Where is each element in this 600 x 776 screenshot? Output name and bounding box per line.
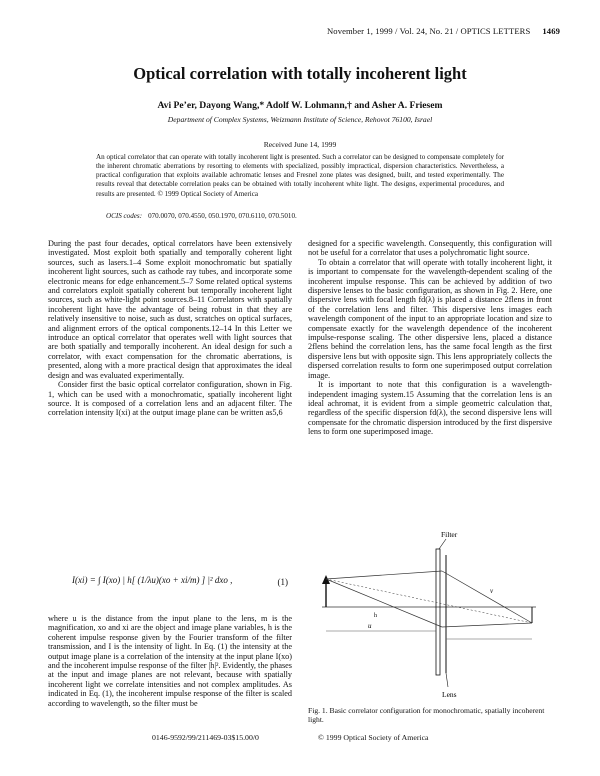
left-paragraph-2: Consider first the basic optical correlator configuration, shown in Fig. 1, which can be used with a monochromatic, spatially incoherent light source. It is composed of a correlation lens and an adjacent filter. The correlation intensity I(xi) at the output image plane can be written as5,6: [48, 380, 292, 418]
affiliation: Department of Complex Systems, Weizmann Institute of Science, Rehovot 76100, Israel: [167, 115, 433, 124]
article-code: 0146-9592/99/211469-03$15.00/0: [152, 733, 259, 742]
left-paragraph-1: During the past four decades, optical correlators have been extensively investigated. Most exploit both spatially and temporally coherent light sources, such as lasers.1–4 Some exploit monochromatic but spatially incoherent light sources, such as cathode ray tubes, and incorporate some electronic means for edge enhancement.5–7 Some related optical systems and correlators exploit spatially coherent but temporally incoherent light sources, such as white-light point sources.8–11 Correlators with spatially incoherent light have the advantage of being robust in that they are relatively insensitive to noise, such as dust, scratches on optical surfaces, and alignment errors of the optical components.12–14 In this Letter we introduce an optical correlator that operates well with light sources that are both spatially and temporally incoherent. An ideal design for such a correlator, with exact compensation for the chromatic aberrations, is presented, along with a more practical design that approximates the ideal design and was evaluated experimentally.: [48, 239, 292, 380]
figure-1-diagram: [308, 527, 568, 703]
u-label: u: [368, 622, 372, 630]
filter-leader: [439, 539, 446, 549]
right-paragraph-3: It is important to note that this configuration is a wavelength-independent imaging system.15 Assuming that the correlation lens is an ideal achromat, it is evident from a simple geometric calculation that, regardless of the specific dispersion fd(λ), the second dispersive lens will compensate for the chromatic dispersion introduced by the first dispersive lens to form one superimposed image.: [308, 380, 552, 437]
equation-1: [48, 569, 292, 599]
filter-element: [436, 549, 440, 675]
ray-bottom-out: [442, 623, 532, 627]
copyright-notice: © 1999 Optical Society of America: [318, 733, 429, 742]
ray-bottom-in: [326, 579, 442, 627]
lens-leader: [446, 673, 448, 687]
v-label: v: [490, 587, 494, 595]
equation-1-number: (1): [277, 577, 288, 587]
right-paragraph-1: designed for a specific wavelength. Consequently, this configuration will not be useful for a correlator that uses a polychromatic light source.: [308, 239, 552, 258]
ocis-label: OCIS codes:: [106, 212, 143, 220]
chief-ray: [326, 579, 532, 623]
h-label: h: [374, 613, 377, 619]
left-paragraph-3: where u is the distance from the input plane to the lens, m is the magnification, xo and xi are the object and image plane variables, h is the coherent impulse response given by the Fourier transform of the filter transmission, and I is the intensity of light. In Eq. (1) the intensity at the output image plane is a correlation of the intensity at the input plane I(xo) and the incoherent impulse response of the filter |h|². Evidently, the phases at the input and image planes are not relevant, because with spatially incoherent light we correlate intensities and not complex amplitudes. As indicated in Eq. (1), the incoherent impulse response of the filter is scaled according to wavelength, so the filter must be: [48, 614, 292, 708]
right-column: [308, 239, 552, 437]
object-arrow-head: [322, 575, 330, 584]
running-header: [327, 26, 560, 36]
abstract: An optical correlator that can operate with totally incoherent light is presented. Such a correlator can be designed to compensate completely for the inherent chromatic aberrations by resorting to elements with specialized, possibly impractical, dispersion characteristics. Nevertheless, a practical configuration that exploits available achromatic lenses and Fresnel zone plates was designed, built, and tested experimentally. The results reveal that detectable correlation peaks can be obtained with totally incoherent white light. The designs, experimental procedures, and results are presented. © 1999 Optical Society of America: [96, 153, 504, 198]
equation-1-body: I(xi) = ∫ I(xo) | h[ (1/λu)(xo + xi/m) ] |² dxo ,: [72, 575, 233, 585]
right-paragraph-2: To obtain a correlator that will operate with totally incoherent light, it is important to compensate for the wavelength-dependent scaling of the incoherent impulse response. This can be achieved by addition of two dispersive lenses to the basic configuration, as shown in Fig. 2. Here, one dispersive lens with focal length fd(λ) is placed a distance 2flens in front of the correlation lens and filter. This dispersive lens images each wavelength component of the input to an appropriate location and size to compensate exactly for the wavelength dependence of the incoherent impulse-response scaling. The other dispersive lens, placed a distance 2flens behind the correlation lens, has the same focal length as the first dispersive lens but with opposite sign. This lens appropriately collects the dispersed correlation results to form one superimposed output correlation image.: [308, 257, 552, 380]
ocis-code-list: 070.0070, 070.4550, 050.1970, 070.6110, 070.5010.: [148, 212, 297, 220]
author-list: Avi Pe’er, Dayong Wang,* Adolf W. Lohmann,† and Asher A. Friesem: [157, 100, 443, 111]
filter-label: Filter: [441, 530, 458, 539]
received-date: Received June 14, 1999: [263, 140, 337, 149]
left-column-bottom: [48, 614, 292, 708]
journal-line: November 1, 1999 / Vol. 24, No. 21 / OPTICS LETTERS: [327, 26, 531, 36]
ocis-codes: [106, 212, 297, 220]
left-column-top: [48, 239, 292, 418]
ray-top-out: [442, 571, 532, 623]
ray-top-in: [326, 571, 442, 579]
paper-title: Optical correlation with totally incoherent light: [133, 64, 467, 83]
figure-1-caption: Fig. 1. Basic correlator configuration for monochromatic, spatially incoherent light.: [308, 706, 545, 724]
lens-label: Lens: [442, 690, 457, 699]
page-number: 1469: [542, 26, 560, 36]
